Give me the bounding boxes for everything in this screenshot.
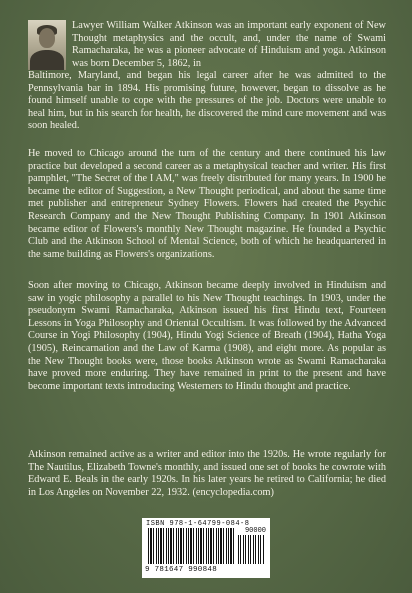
bio-paragraph-1-rest: Baltimore, Maryland, and began his legal career after he was admitted to the Pennsylvania bar in 1894. His promising future, however, began to dissolve as he found himself unable to cope with the pressures of the job. Doctors were unable to heal him, but in his search for health, he discovered the mind cure movement and was soon healed.	[28, 70, 386, 132]
isbn-text: ISBN 978-1-64799-084-8	[146, 520, 250, 528]
bio-paragraph-3: Soon after moving to Chicago, Atkinson became deeply involved in Hinduism and saw in yogic philosophy a parallel to his New Thought teachings. In 1903, under the pseudonym Swami Ramacharaka, Atkinson issued his first Hindu text, Fourteen Lessons in Yoga Philosophy and Oriental Occultism. It was followed by the Advanced Course in Yogi Philosophy (1904), Hindu Yogi Science of Breath (1904), Hatha Yoga (1905), Reincarnation and the Law of Karma (1908), and eight more. As popular as the New Thought books were, those books Atkinson wrote as Swami Ramacharaka have proved more enduring. They have remained in print to the present and have become important texts introducing Westerners to Hindu thought and practice.	[28, 280, 386, 392]
barcode-bars	[148, 528, 234, 564]
isbn-barcode	[142, 518, 270, 578]
author-portrait	[28, 20, 66, 70]
portrait-head	[39, 28, 55, 48]
barcode-addon-bars	[238, 535, 264, 564]
price-addon-text: 90000	[244, 527, 266, 535]
bio-paragraph-1-top: Lawyer William Walker Atkinson was an important early exponent of New Thought metaphysics and the occult, and, under the name of Swami Ramacharaka, he was a pioneer advocate of Hinduism and yoga. Atkinson was born December 5, 1862, in	[72, 20, 386, 69]
bio-paragraph-2: He moved to Chicago around the turn of the century and there continued his law practice but developed a second career as a metaphysical teacher and writer. His first pamphlet, "The Secret of the I AM," was freely distributed for many years. In 1900 he became the editor of Suggestion, a New Thought periodical, and about the same time met publisher and entrepreneur Sydney Flowers. Flowers had created the Psychic Research Company and the New Thought Publishing Company. In 1901 Atkinson became editor of Flowers's monthly New Thought magazine. He founded a Psychic Club and the Atkinson School of Mental Science, both of which he headquartered in the same building as Flowers's organizations.	[28, 148, 386, 260]
barcode-digits: 9 781647 990848	[145, 566, 218, 574]
bio-paragraph-4: Atkinson remained active as a writer and editor into the 1920s. He wrote regularly for The Nautilus, Elizabeth Towne's monthly, and issued one set of books he cowrote with Edward E. Beals in the early 1920s. In his later years he retired to California; he died in Los Angeles on November 22, 1932. (encyclopedia.com)	[28, 449, 386, 498]
portrait-shoulders	[30, 50, 64, 70]
